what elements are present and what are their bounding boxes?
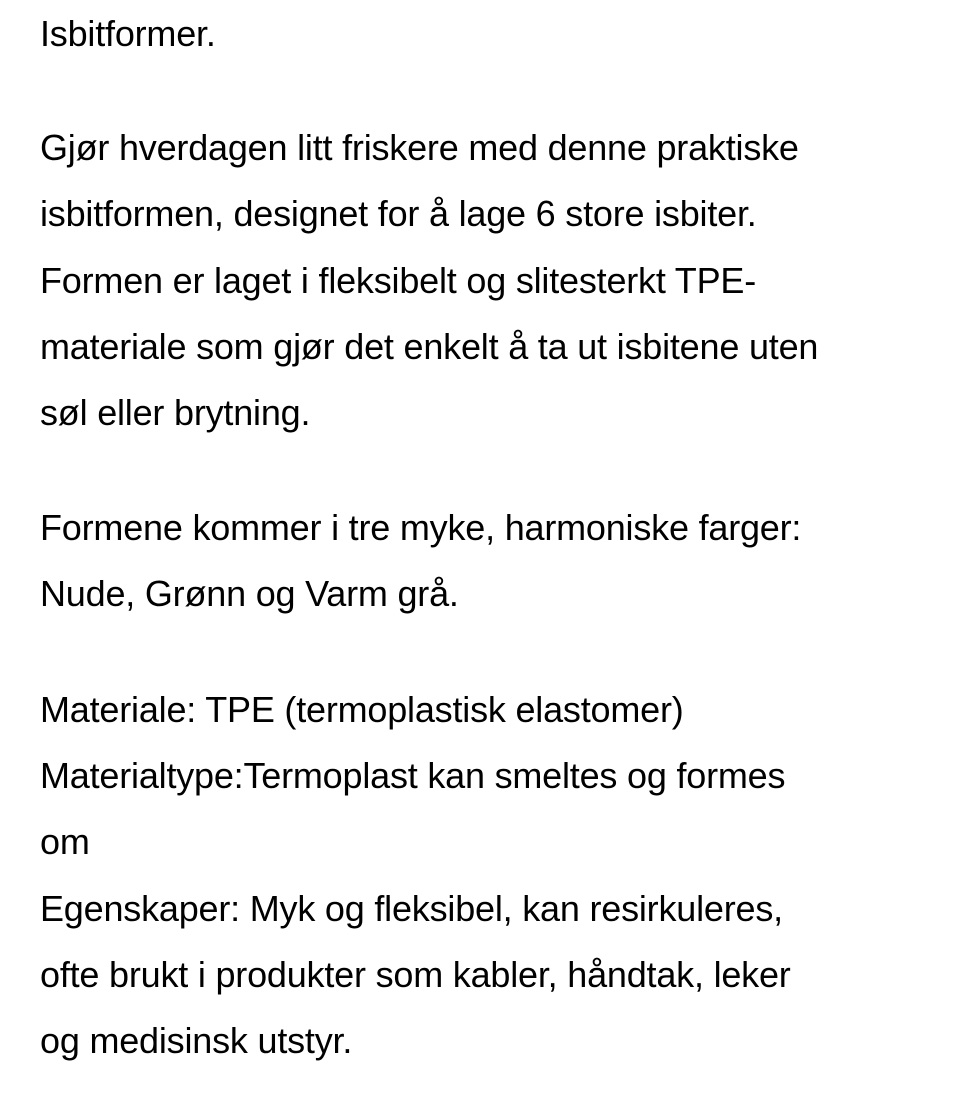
spec-line: og medisinsk utstyr. (40, 1020, 353, 1061)
spec-line: Materialtype:Termoplast kan smeltes og formes (40, 755, 786, 796)
text-line: Gjør hverdagen litt friskere med denne praktiske (40, 127, 799, 168)
spec-line: Materiale: TPE (termoplastisk elastomer) (40, 689, 684, 730)
text-line: materiale som gjør det enkelt å ta ut isbitene uten (40, 326, 819, 367)
spec-line: ofte brukt i produkter som kabler, håndtak, leker (40, 954, 791, 995)
document-title: Isbitformer. (40, 13, 216, 54)
text-line: Formene kommer i tre myke, harmoniske farger: (40, 507, 802, 548)
text-line: Formen er laget i fleksibelt og slitesterkt TPE- (40, 260, 757, 301)
text-line: søl eller brytning. (40, 392, 311, 433)
text-line: Nude, Grønn og Varm grå. (40, 573, 459, 614)
spec-line: om (40, 821, 90, 862)
text-line: isbitformen, designet for å lage 6 store isbiter. (40, 193, 757, 234)
spec-line: Egenskaper: Myk og fleksibel, kan resirkuleres, (40, 888, 783, 929)
